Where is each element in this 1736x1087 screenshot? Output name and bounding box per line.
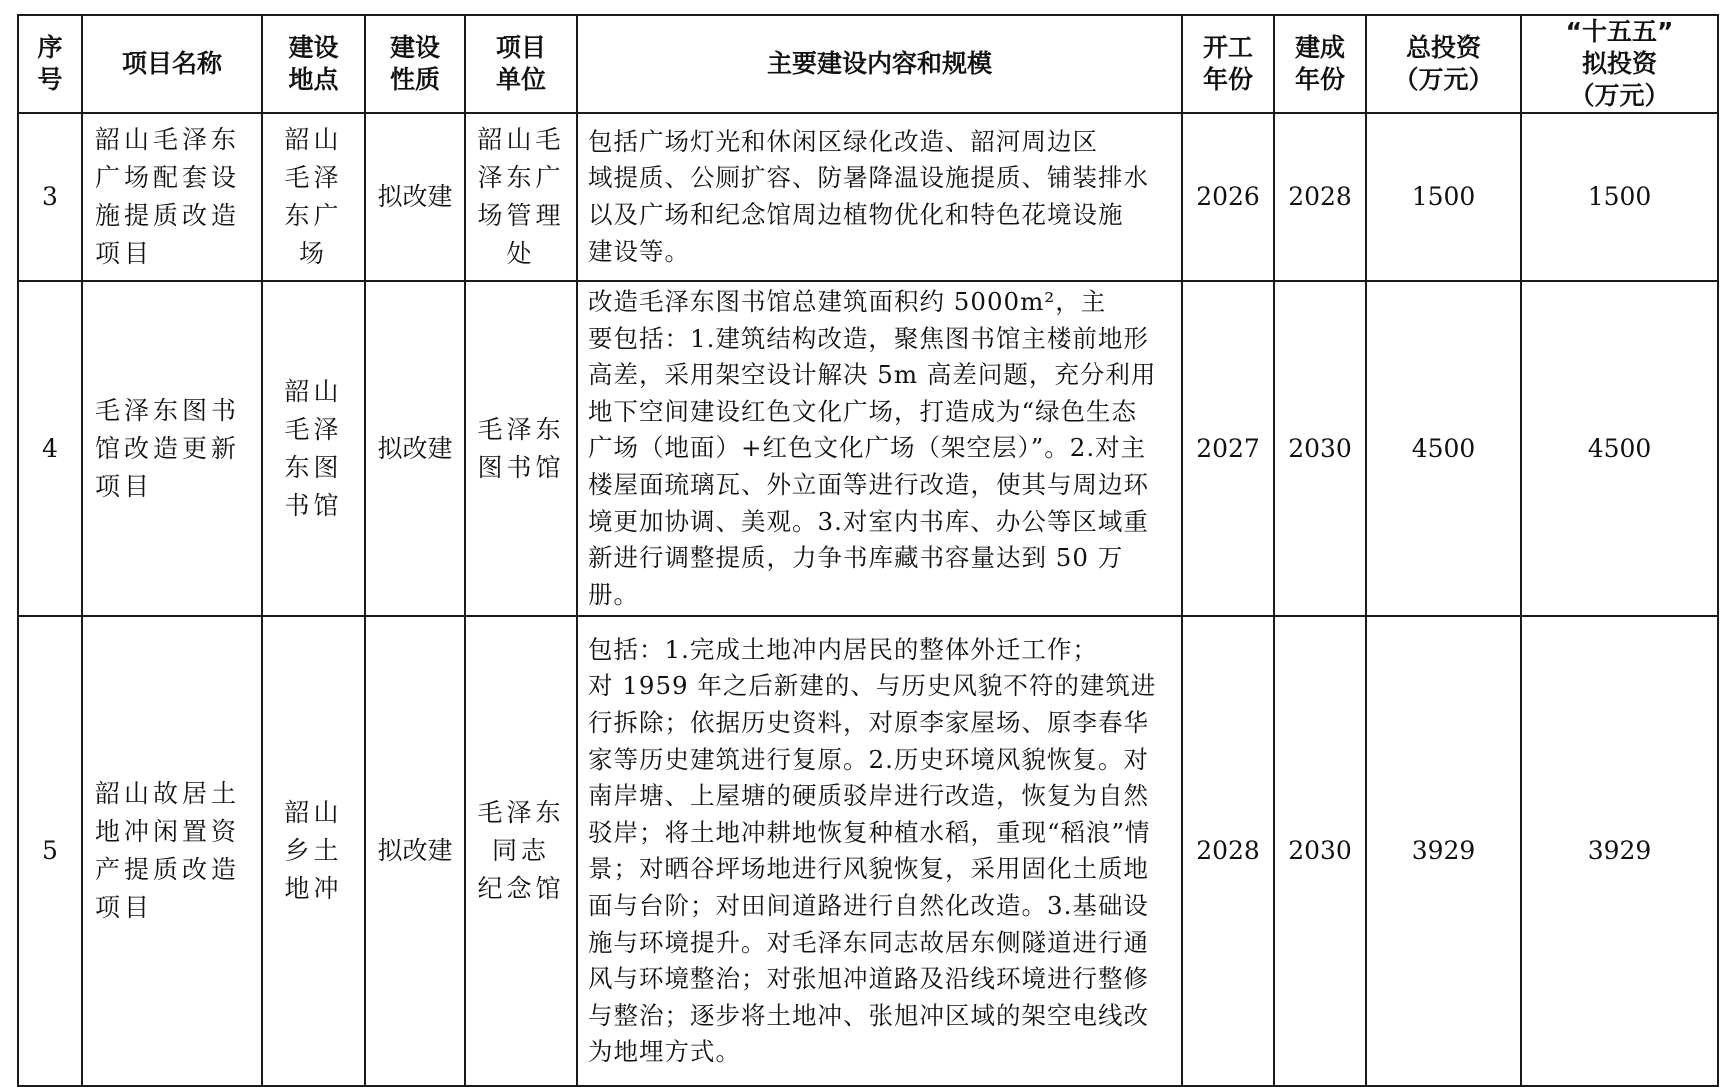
cell-unit: 毛泽东 同志 纪念馆 [465, 616, 577, 1086]
cell-content: 包括广场灯光和休闲区绿化改造、韶河周边区 域提质、公厕扩容、防暑降温设施提质、铺装排水 以及广场和纪念馆周边植物优化和特色花境设施 建设等。 [577, 113, 1182, 281]
cell-project-name: 韶山毛泽东 广场配套设 施提质改造 项目 [82, 113, 262, 281]
cell-start-year: 2028 [1182, 616, 1274, 1086]
cell-nature: 拟改建 [365, 281, 465, 616]
cell-project-name: 韶山故居土 地冲闲置资 产提质改造 项目 [82, 616, 262, 1086]
cell-plan-investment: 1500 [1521, 113, 1718, 281]
table-header-row [18, 15, 1718, 113]
table-row [18, 113, 1718, 281]
header-content: 主要建设内容和规模 [577, 15, 1182, 113]
cell-end-year: 2028 [1274, 113, 1366, 281]
project-table [17, 14, 1719, 1087]
header-total-investment: 总投资 （万元） [1366, 15, 1521, 113]
cell-total-investment: 1500 [1366, 113, 1521, 281]
cell-nature: 拟改建 [365, 113, 465, 281]
header-project-name: 项目名称 [82, 15, 262, 113]
cell-project-name: 毛泽东图书 馆改造更新 项目 [82, 281, 262, 616]
header-end-year: 建成 年份 [1274, 15, 1366, 113]
header-start-year: 开工 年份 [1182, 15, 1274, 113]
cell-content: 包括：1.完成土地冲内居民的整体外迁工作； 对 1959 年之后新建的、与历史风貌不符的建筑进 行拆除；依据历史资料，对原李家屋场、原李春华 家等历史建筑进行复原。2.历史环境风貌恢复。对 南岸塘、上屋塘的硬质驳岸进行改造，恢复为自然 驳岸；将土地冲耕地恢复种植水稻，重现“稻浪”情 景；对晒谷坪场地进行风貌恢复，采用固化土质地 面与台阶；对田间道路进行自然化改造。3.基础设 施与环境提升。对毛泽东同志故居东侧隧道进行通 风与环境整治；对张旭冲道路及沿线环境进行整修 与整治；逐步将土地冲、张旭冲区域的架空电线改 为地埋方式。 [577, 616, 1182, 1086]
header-site: 建设 地点 [262, 15, 365, 113]
cell-end-year: 2030 [1274, 616, 1366, 1086]
table-row [18, 281, 1718, 616]
cell-content: 改造毛泽东图书馆总建筑面积约 5000m²，主 要包括：1.建筑结构改造，聚焦图书馆主楼前地形 高差，采用架空设计解决 5m 高差问题，充分利用 地下空间建设红色文化广场，打造成为“绿色生态 广场（地面）+红色文化广场（架空层）”。2.对主 楼屋面琉璃瓦、外立面等进行改造，使其与周边环 境更加协调、美观。3.对室内书库、办公等区域重 新进行调整提质，力争书库藏书容量达到 50 万册。 [577, 281, 1182, 616]
cell-total-investment: 3929 [1366, 616, 1521, 1086]
cell-nature: 拟改建 [365, 616, 465, 1086]
header-unit: 项目 单位 [465, 15, 577, 113]
cell-start-year: 2027 [1182, 281, 1274, 616]
cell-end-year: 2030 [1274, 281, 1366, 616]
cell-site: 韶山 毛泽 东图 书馆 [262, 281, 365, 616]
cell-total-investment: 4500 [1366, 281, 1521, 616]
cell-unit: 毛泽东 图书馆 [465, 281, 577, 616]
header-plan-investment: “十五五” 拟投资 （万元） [1521, 15, 1718, 113]
header-index: 序 号 [18, 15, 82, 113]
cell-index: 3 [18, 113, 82, 281]
cell-site: 韶山 毛泽 东广 场 [262, 113, 365, 281]
header-nature: 建设 性质 [365, 15, 465, 113]
cell-index: 5 [18, 616, 82, 1086]
cell-plan-investment: 4500 [1521, 281, 1718, 616]
table-row [18, 616, 1718, 1086]
cell-index: 4 [18, 281, 82, 616]
cell-site: 韶山 乡土 地冲 [262, 616, 365, 1086]
cell-start-year: 2026 [1182, 113, 1274, 281]
cell-plan-investment: 3929 [1521, 616, 1718, 1086]
cell-unit: 韶山毛 泽东广 场管理 处 [465, 113, 577, 281]
project-table-sheet [17, 14, 1717, 1087]
